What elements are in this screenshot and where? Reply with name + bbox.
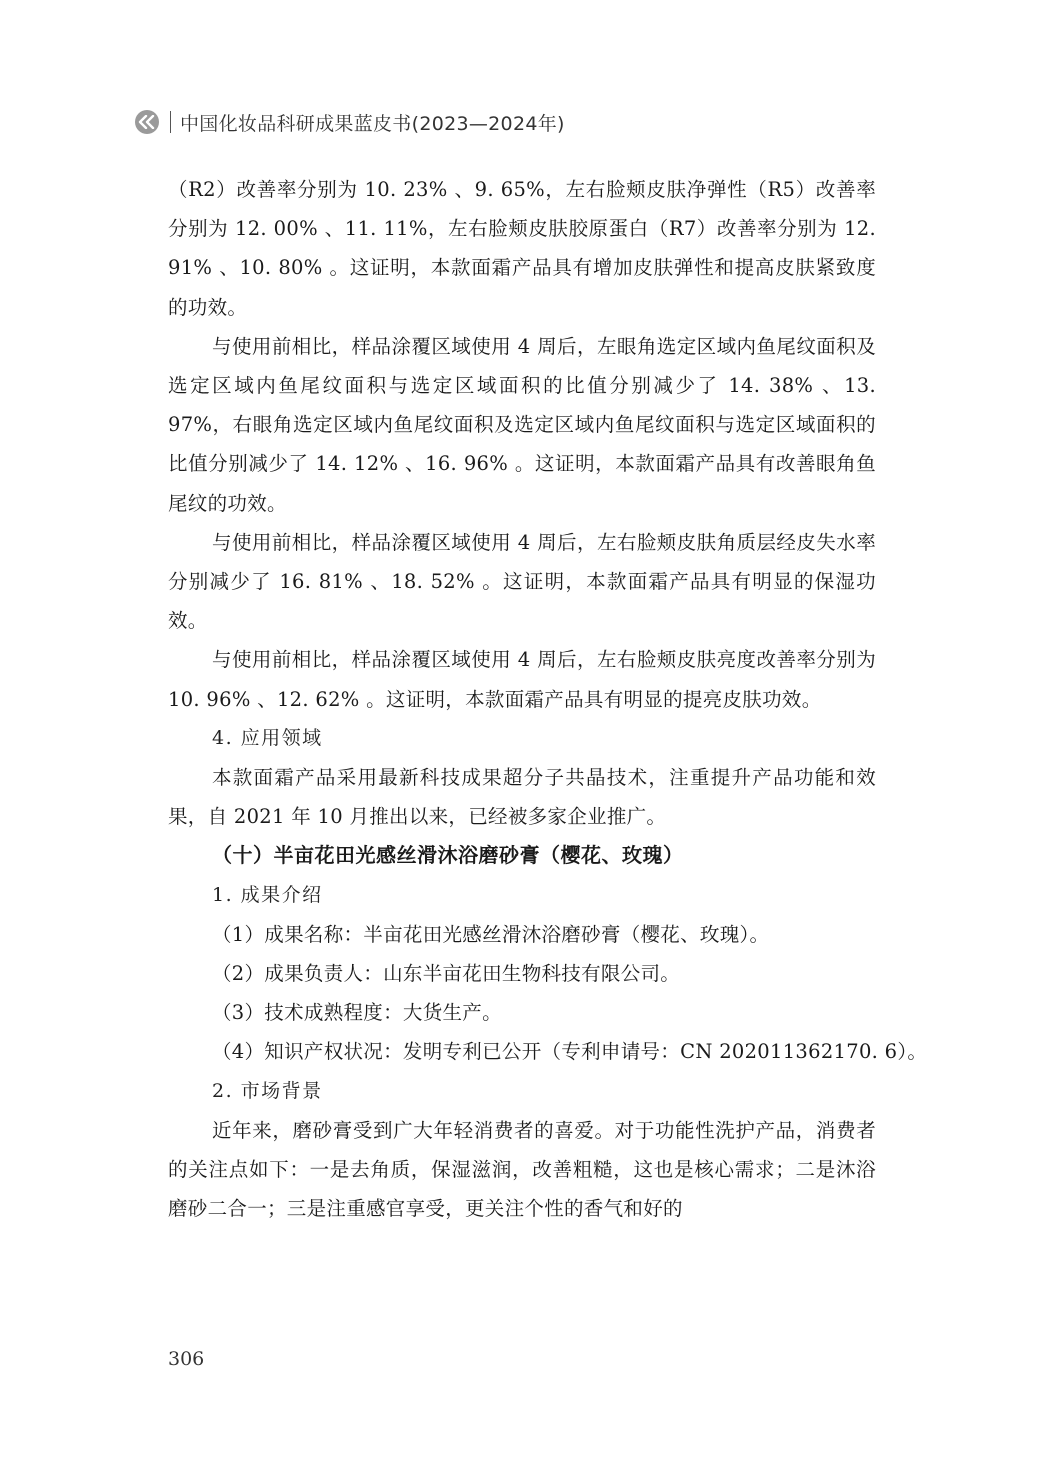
list-item-name: （1）成果名称：半亩花田光感丝滑沐浴磨砂膏（樱花、玫瑰）。 bbox=[212, 922, 770, 946]
paragraph-crows-feet-results: 与使用前相比，样品涂覆区域使用 4 周后，左眼角选定区域内鱼尾纹面积及选定区域内鱼尾纹面积与选定区域面积的比值分别减少了 14. 38% 、13. 97%，右眼角选定区域内鱼尾纹面积及选定区域内鱼尾纹面积与选定区域面积的比值分别减少了 14. 12% 、16. 96% 。这证明，本款面霜产品具有改善眼角鱼尾纹的功效。 bbox=[168, 334, 876, 515]
heading-market-background: 2. 市场背景 bbox=[212, 1079, 323, 1102]
section-heading-scrub: （十）半亩花田光感丝滑沐浴磨砂膏（樱花、玫瑰） bbox=[212, 843, 684, 868]
list-item-patent: （4）知识产权状况：发明专利已公开（专利申请号：CN 202011362170. 6）。 bbox=[212, 1040, 928, 1064]
paragraph-elasticity-results: （R2）改善率分别为 10. 23% 、9. 65%，左右脸颊皮肤净弹性（R5）改善率分别为 12. 00% 、11. 11%，左右脸颊皮肤胶原蛋白（R7）改善率分别为 12. 91% 、10. 80% 。这证明，本款面霜产品具有增加皮肤弹性和提高皮肤紧致度的功效。 bbox=[168, 178, 876, 319]
double-chevron-left-icon bbox=[135, 110, 159, 134]
paragraph-moisture-results: 与使用前相比，样品涂覆区域使用 4 周后，左右脸颊皮肤角质层经皮失水率分别减少了 16. 81% 、18. 52% 。这证明，本款面霜产品具有明显的保湿功效。 bbox=[168, 530, 876, 633]
list-item-owner: （2）成果负责人：山东半亩花田生物科技有限公司。 bbox=[212, 962, 681, 986]
page-number: 306 bbox=[168, 1348, 205, 1370]
list-item-maturity: （3）技术成熟程度：大货生产。 bbox=[212, 1001, 502, 1025]
heading-achievement-intro: 1. 成果介绍 bbox=[212, 883, 323, 906]
paragraph-market: 近年来，磨砂膏受到广大年轻消费者的喜爱。对于功能性洗护产品，消费者的关注点如下：一是去角质，保湿滋润，改善粗糙，这也是核心需求；二是沐浴磨砂二合一；三是注重感官享受，更关注个性的香气和好的 bbox=[168, 1118, 876, 1221]
paragraph-application: 本款面霜产品采用最新科技成果超分子共晶技术，注重提升产品功能和效果，自 2021 年 10 月推出以来，已经被多家企业推广。 bbox=[168, 766, 876, 829]
page-body bbox=[168, 170, 928, 1228]
book-title: 中国化妆品科研成果蓝皮书(2023—2024年) bbox=[180, 112, 565, 135]
heading-application-field: 4. 应用领域 bbox=[212, 726, 323, 749]
paragraph-brightness-results: 与使用前相比，样品涂覆区域使用 4 周后，左右脸颊皮肤亮度改善率分别为 10. 96% 、12. 62% 。这证明，本款面霜产品具有明显的提亮皮肤功效。 bbox=[168, 648, 876, 711]
running-header bbox=[135, 108, 565, 136]
header-divider bbox=[170, 111, 171, 133]
